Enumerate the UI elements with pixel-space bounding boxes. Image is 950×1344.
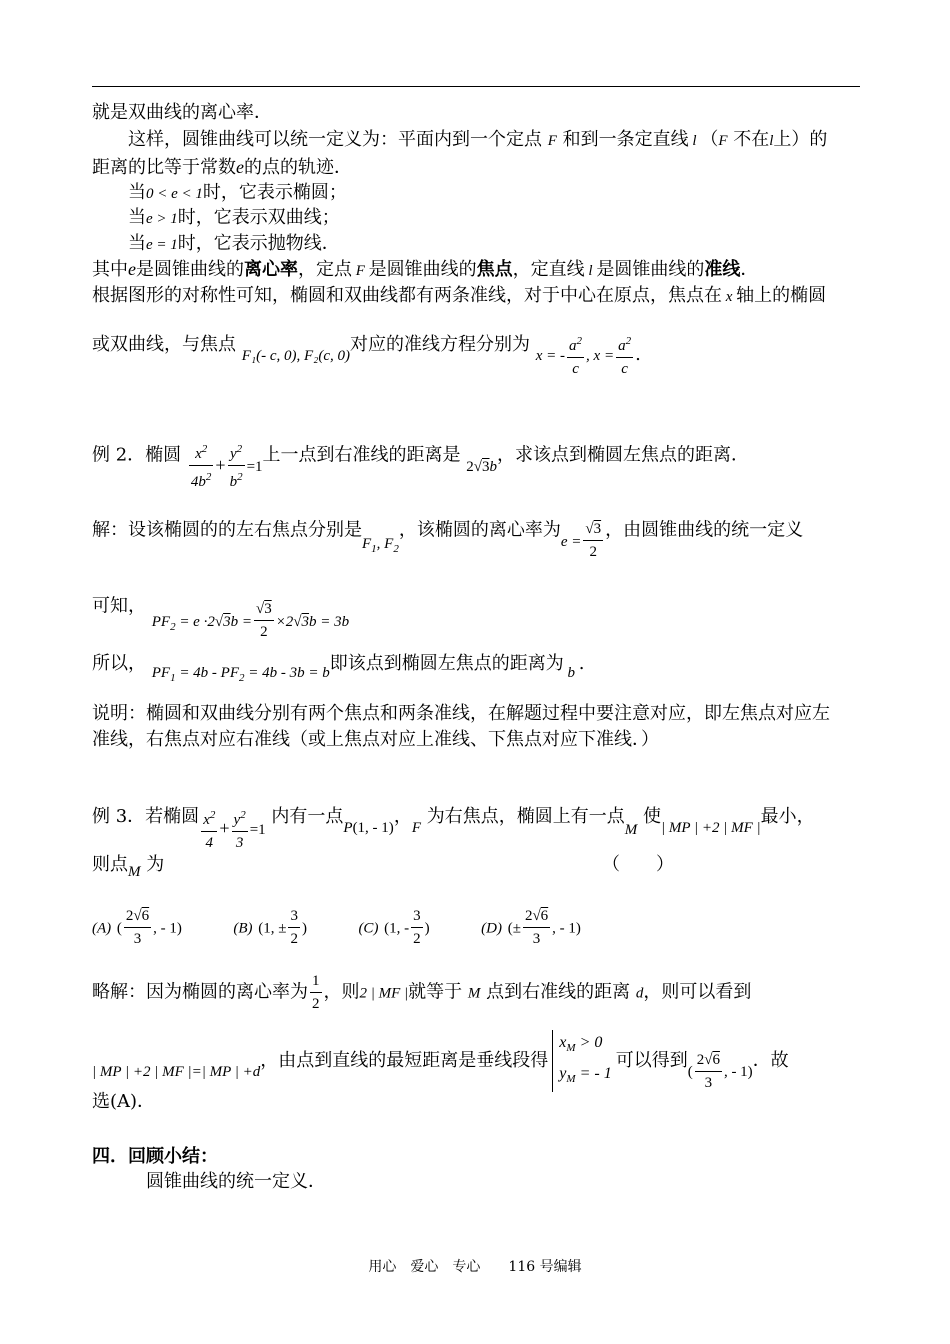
case-ellipse: 当0 < e < 1时，它表示椭圆；: [128, 182, 347, 203]
para-line-2: 这样，圆锥曲线可以统一定义为：平面内到一个定点 F 和到一条定直线 l （F 不在l上）的: [128, 129, 828, 150]
answer-blank: （ ）: [602, 854, 674, 875]
case-parabola: 当e = 1时，它表示抛物线．: [128, 233, 340, 254]
note-line-1: 说明：椭圆和双曲线分别有两个焦点和两条准线，在解题过程中要注意对应，即左焦点对应左: [92, 703, 830, 724]
para-line-3: 距离的比等于常数e的点的轨迹．: [92, 157, 352, 178]
symmetry-line: 根据图形的对称性可知，椭圆和双曲线都有两条准线，对于中心在原点，焦点在 x 轴上的椭圆: [92, 285, 827, 306]
brief-solution-3: 选(A)．: [92, 1091, 156, 1112]
solution-pf2: 可知， $_{PF_2 = e \cdot 2√3b =}$ $\frac{√3}{2}$ $_{\times 2√3b = 3b}$: [92, 595, 350, 640]
header-rule: [92, 86, 860, 87]
definition-line: 其中e是圆锥曲线的离心率，定点 F 是圆锥曲线的焦点，定直线 l 是圆锥曲线的准线．: [92, 259, 759, 280]
case-hyperbola: 当e > 1时，它表示双曲线；: [128, 207, 340, 228]
solution-line: 解：设该椭圆的的左右焦点分别是$_{F_1, F_2}$，该椭圆的离心率为$_{e =}$ $\frac{√3}{2}$ ，由圆锥曲线的统一定义: [92, 519, 804, 560]
section-4-heading: 四．回顾小结：: [92, 1146, 218, 1167]
brief-solution-2: $_{| MP | +2 | MF |=| MP | +d}$，由点到直线的最短距离是垂线段得 $x_M > 0$ $y_M$ = - 1 可以得到$_($ $\frac{2√6}{3}$ $_{, - 1)}$．故: [92, 1030, 789, 1092]
page-footer: 用心 爱心 专心 116 号编辑: [368, 1259, 582, 1275]
section-4-body: 圆锥曲线的统一定义．: [146, 1171, 326, 1192]
directrix-line: 或双曲线，与焦点 $_{F_1(- c, 0), F_2(c, 0)}$对应的准线方程分别为 $_{x = -}$ $\frac{a^2}{c}$ $_{, x =}$ $\frac{a^2}{c}$ .: [92, 320, 641, 370]
brief-solution-1: 略解：因为椭圆的离心率为 $\frac{1}{2}$ ，则2 | MF |就等于 M 点到右准线的距离 d，则可以看到: [92, 970, 751, 1015]
para-line-1: 就是双曲线的离心率．: [92, 102, 272, 123]
options-line: (A) ( $\frac{2√6}{3}$ , - 1) (B) (1, ± $\frac{3}{2}$ ) (C) (1, - $\frac{3}{2}$ ) (D) (± $\frac{2√6}{3}$ , - 1): [92, 905, 581, 950]
example-3: 例 3．若椭圆 $\frac{x^2}{4}$ + $\frac{y^2}{3}$ $_{=1}$ 内有一点$_{P(1, - 1)}$，$_F$ 为右焦点，椭圆上有一点$_M$ 使$_{| MP | +2 | MF |}$最小，: [92, 806, 815, 851]
example-3-cont: 则点$_M$ 为: [92, 854, 165, 880]
solution-pf1: 所以， $_{PF_1 = 4b - PF_2 = 4b - 3b = b}$即该点到椭圆左焦点的距离为 $_b$ .: [92, 653, 585, 684]
example-2: 例 2．椭圆 $\frac{x^2}{4b^2}$ + $\frac{y^2}{b^2}$ $_{=1}$上一点到右准线的距离是 $_{2√3b}$，求该点到椭圆左焦点的距离．: [92, 428, 749, 483]
note-line-2: 准线，右焦点对应右准线（或上焦点对应上准线、下焦点对应下准线．）: [92, 729, 659, 750]
